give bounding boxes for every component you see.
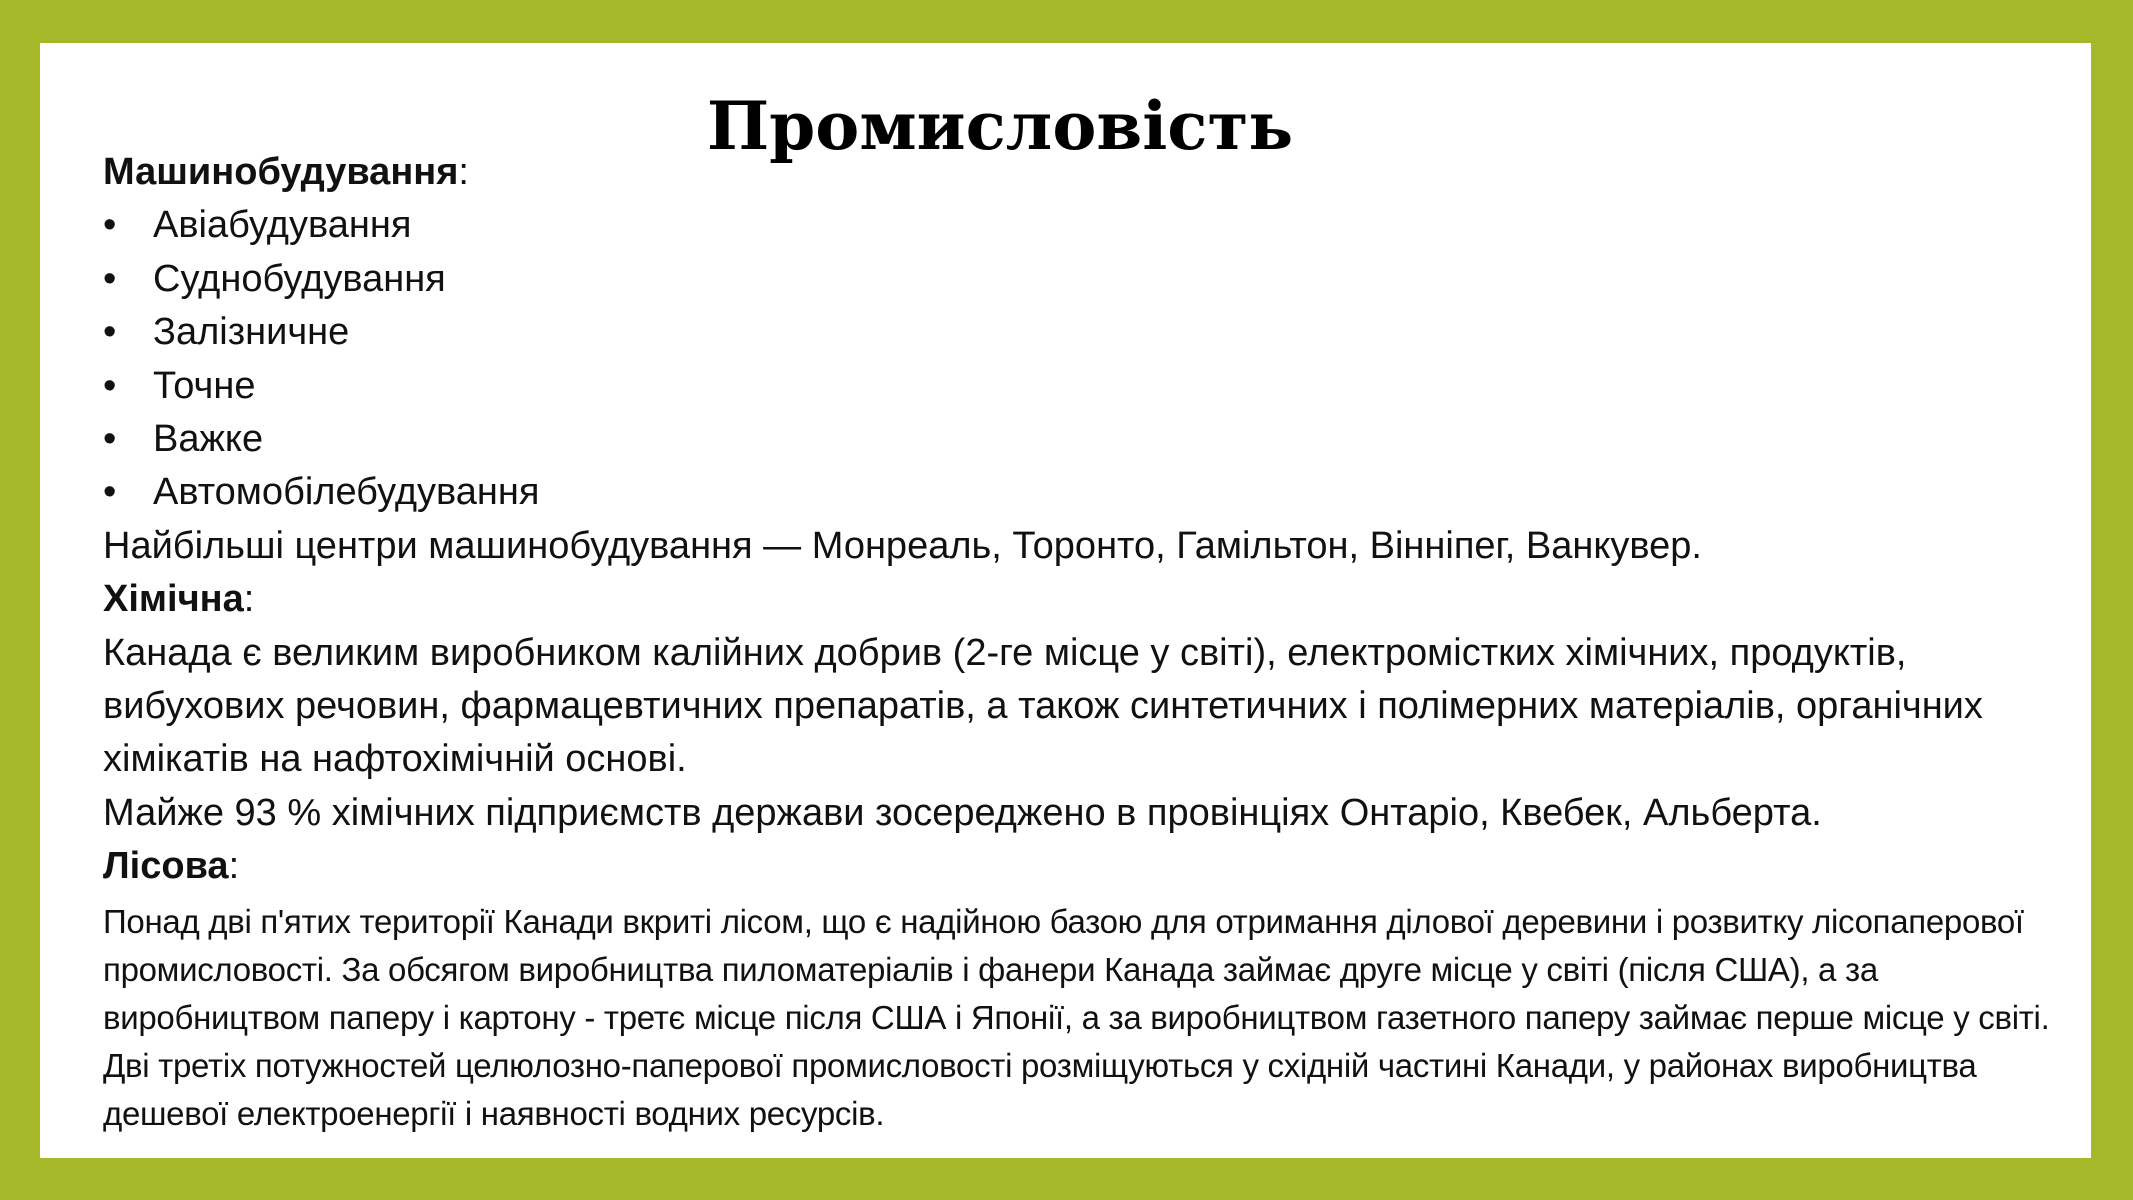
bullet-icon: • (103, 257, 117, 300)
machinery-centers-text: Найбільші центри машинобудування — Монреаль, Торонто, Гамільтон, Вінніпег, Ванкувер. (103, 524, 1702, 567)
slide-content (103, 146, 2078, 1138)
forest-heading: Лісова (103, 845, 229, 888)
list-item-label: Важке (153, 418, 264, 461)
list-item-label: Суднобудування (153, 257, 446, 300)
list-item-label: Автомобілебудування (153, 471, 540, 514)
forest-colon: : (228, 845, 240, 888)
chemical-note-text: Майже 93 % хімічних підприємств держави зосереджено в провінціях Онтаріо, Квебек, Альберта. (103, 791, 1822, 834)
machinery-heading: Машинобудування (103, 151, 459, 193)
slide (40, 43, 2091, 1158)
machinery-colon: : (458, 151, 469, 193)
forest-heading-line (103, 840, 2078, 893)
list-item (103, 466, 2078, 519)
list-item (103, 199, 2078, 252)
list-item-label: Авіабудування (153, 204, 412, 247)
forest-text: Понад дві п'ятих території Канади вкриті лісом, що є надійною базою для отримання ділової деревини і розвитку лісопаперової промисловості. За обсягом виробництва пиломатеріалів і фанери Канада займає друге місце у світі (після США), а за виробництвом паперу і картону - третє місце після США і Японії, а за виробництвом газетного паперу займає перше місце у світі. Дві третіх потужностей целюлозно-паперової промисловості розміщуються у східній частині Канади, у районах виробництва дешевої електроенергії і наявності водних ресурсів. (103, 902, 2050, 1132)
bullet-icon: • (103, 311, 117, 354)
list-item (103, 306, 2078, 359)
bullet-icon: • (103, 418, 117, 461)
machinery-list (103, 199, 2078, 519)
chemical-heading-line (103, 573, 2078, 626)
list-item (103, 253, 2078, 306)
machinery-heading-line (103, 146, 2078, 199)
slide-title: Промисловість (706, 87, 1294, 165)
bullet-icon: • (103, 364, 117, 407)
bullet-icon: • (103, 471, 117, 514)
list-item-label: Залізничне (153, 311, 350, 354)
list-item (103, 360, 2078, 413)
list-item (103, 413, 2078, 466)
chemical-text: Канада є великим виробником калійних добрив (2-ге місце у світі), електромістких хімічних, продуктів, вибухових речовин, фармацевтичних препаратів, а також синтетичних і полімерних матеріалів, органічних хімікатів на нафтохімічній основі. (103, 631, 1983, 781)
list-item-label: Точне (153, 364, 256, 407)
bullet-icon: • (103, 204, 117, 247)
chemical-heading: Хімічна (103, 578, 244, 621)
chemical-colon: : (243, 578, 255, 621)
